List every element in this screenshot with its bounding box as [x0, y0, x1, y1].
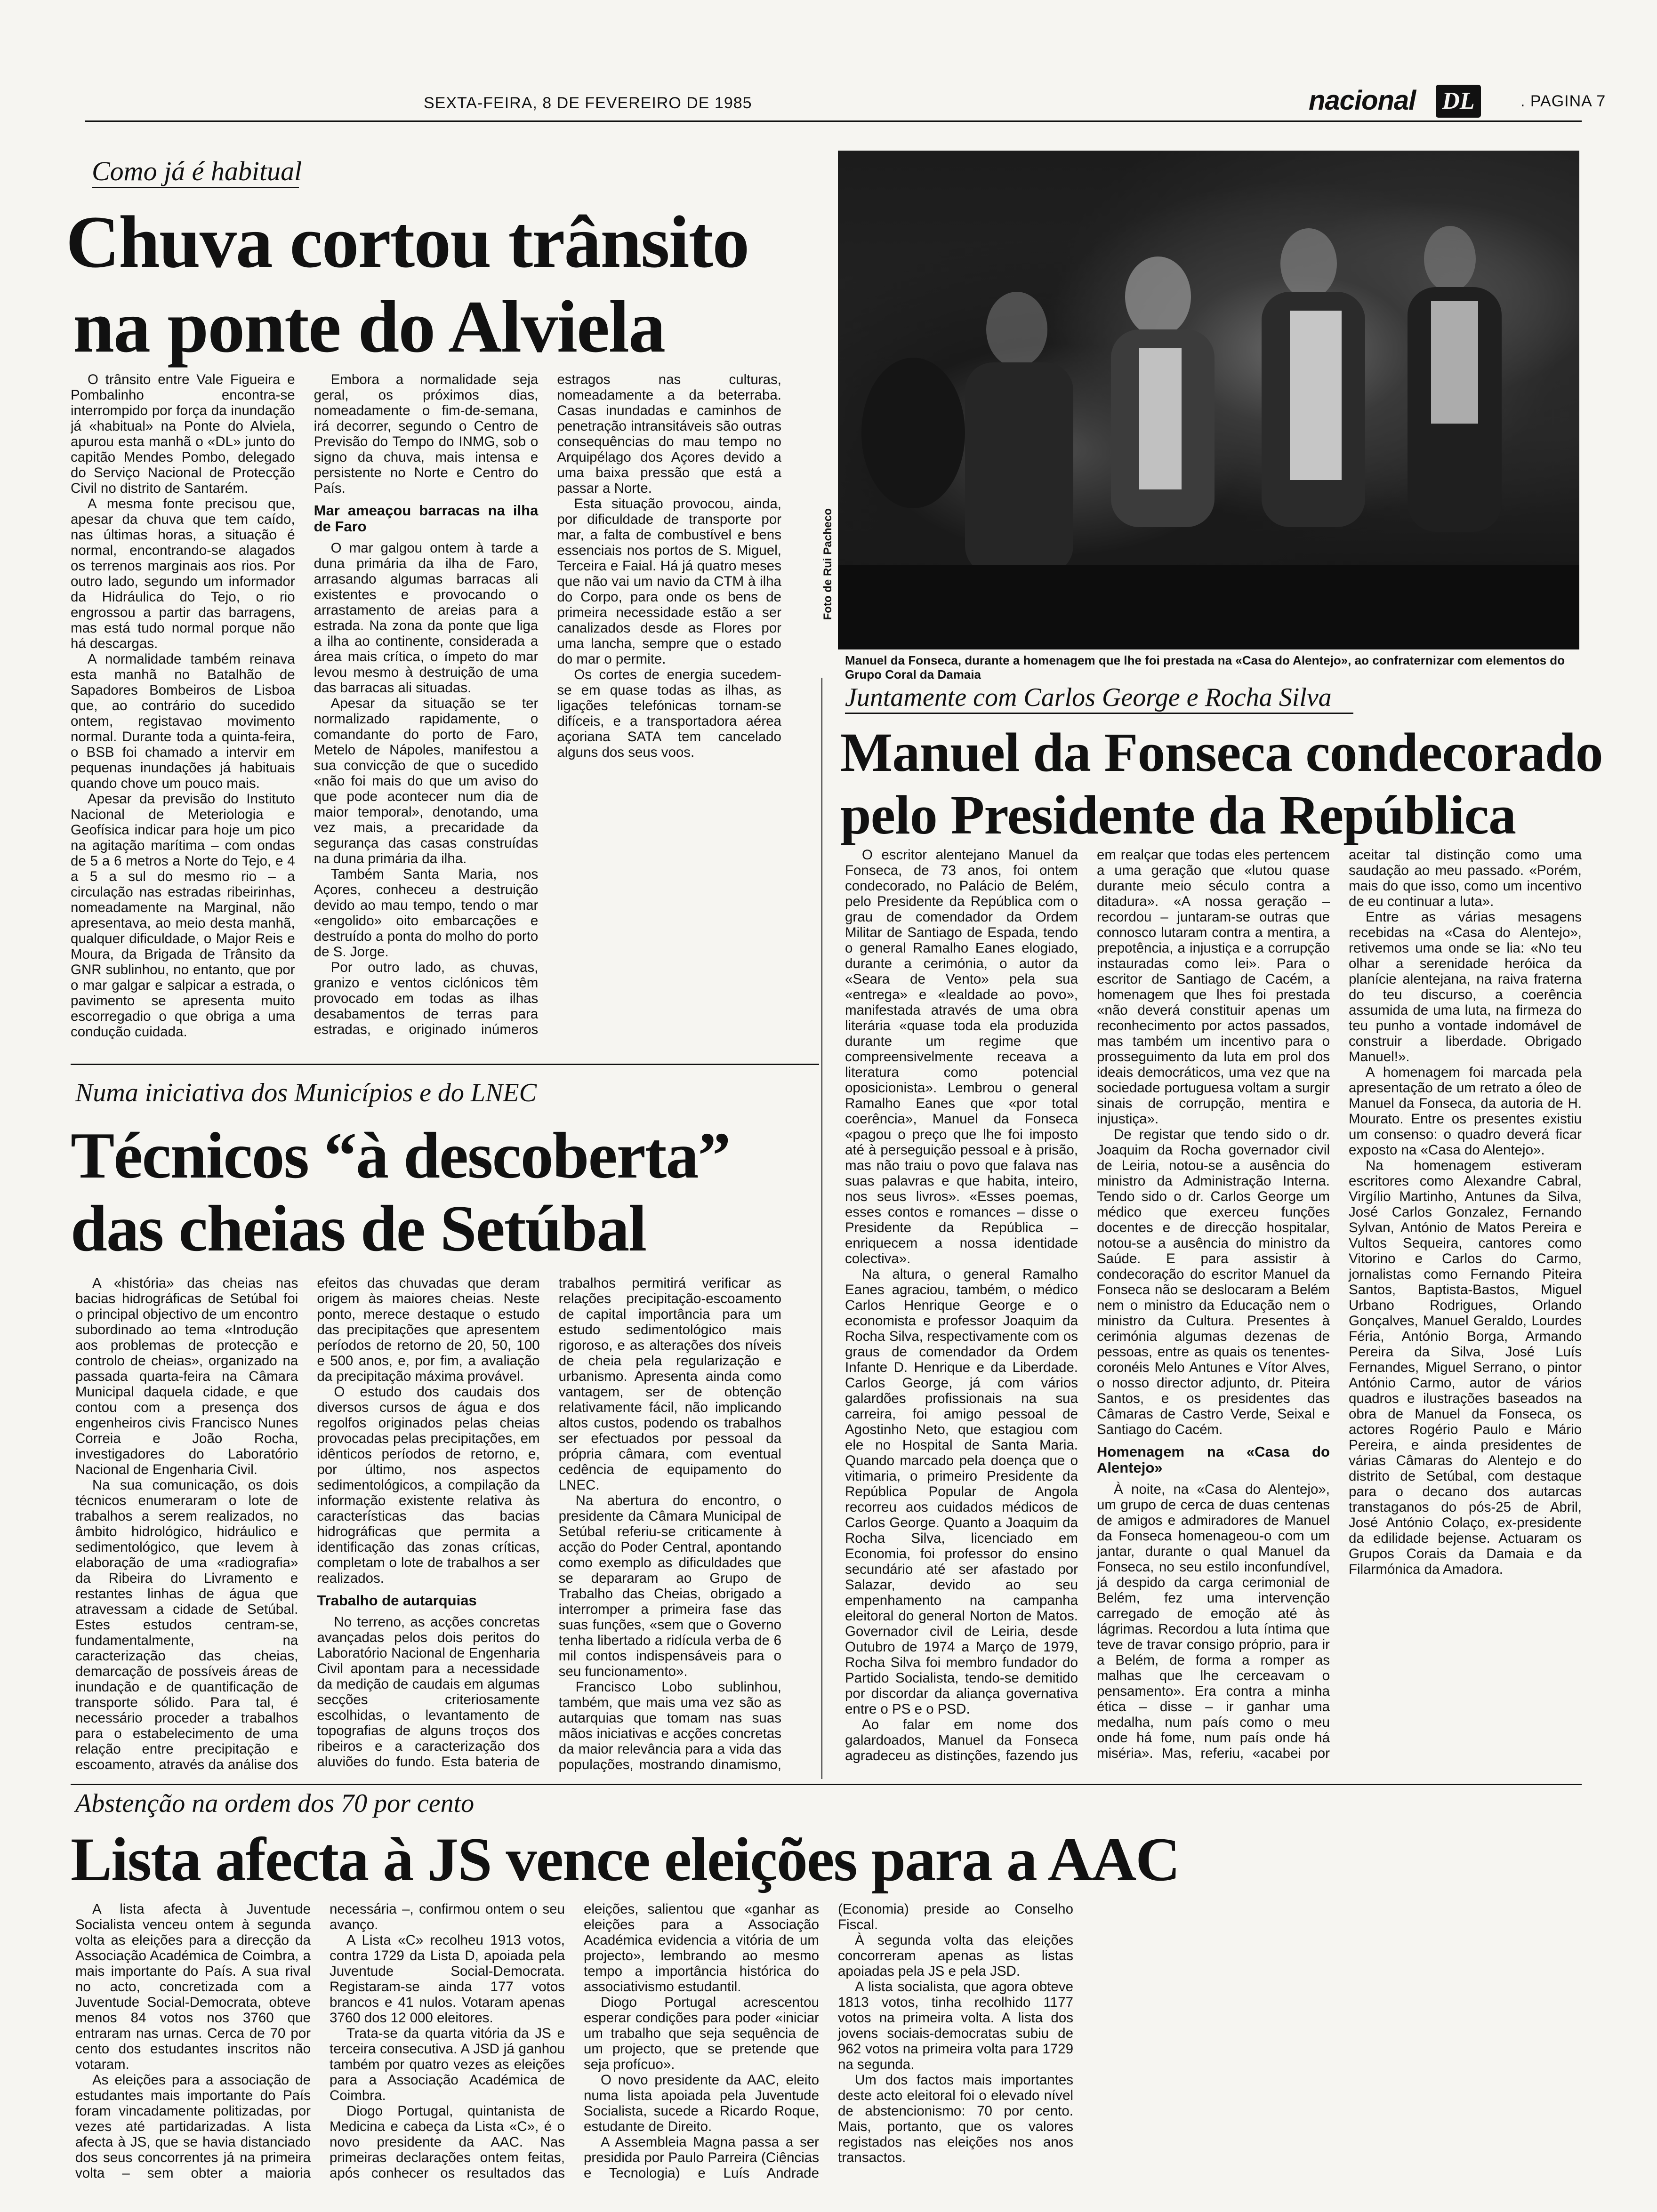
- article1-paragraph: Apesar da situação se ter normalizado rapidamente, o comandante do porto de Faro, Metelo de Nápoles, manifestou a sua convicção de que o sucedido «não foi mais do que um aviso do que pode acontecer num dia de maior temporal», denotando, uma vez mais, a precaridade da segurança das casas construídas na duna primária da ilha.: [314, 696, 539, 866]
- article1-body: [71, 372, 781, 1050]
- article4-paragraph: Um dos factos mais importantes deste acto eleitoral foi o elevado nível de abstencionismo: 70 por cento. Mais, portanto, que os valores registados nas eleições nos anos transactos.: [838, 2072, 1073, 2165]
- article1-subhead: Mar ameaçou barracas na ilha de Faro: [314, 502, 539, 535]
- article4-body: [75, 1901, 1582, 2193]
- article4-paragraph: Trata-se da quarta vitória da JS e terceira consecutiva. A JSD já ganhou também por quatro vezes as eleições para a Associação Académica de Coimbra.: [330, 2026, 565, 2103]
- article2-paragraph: Na homenagem estiveram escritores como Alexandre Cabral, Virgílio Martinho, Antunes da Silva, José Carlos Gonzalez, Fernando Sylvan, António de Matos Pereira e Vultos Sequeira, cantores como Vitorino e Carlos do Carmo, jornalistas como Fernando Piteira Santos, Baptista-Bastos, Miguel Urbano Rodrigues, Orlando Gonçalves, Manuel Geraldo, Lourdes Féria, António Borga, Armando Pereira da Silva, José Luís Fernandes, Miguel Serrano, o pintor António Carmo, autor de vários quadros e ilustrações baseados na obra de Manuel da Fonseca, os actores Rogério Paulo e Mário Pereira, e ainda presidentes de várias Câmaras do Alentejo e do distrito de Setúbal, com destaque para o decano dos autarcas transtaganos do pós-25 de Abril, José António Colaço, ex-presidente da edilidade bejense. Actuaram os Grupos Corais da Damaia e da Filarmónica da Amadora.: [1349, 1158, 1582, 1577]
- article4-paragraph: Diogo Portugal acrescentou esperar condições para poder «iniciar um trabalho que seja sequência de um projecto, que se pretende que seja profícuo».: [584, 1995, 819, 2072]
- article2-paragraph: À noite, na «Casa do Alentejo», um grupo de cerca de duas centenas de amigos e admiradores de Manuel da Fonseca homenageou-o com um jantar, durante o qual Manuel da Fonseca, no seu estilo inconfundível, já despido da carga cerimonial de Belém, fez uma intervenção carregado de emoção até às lágrimas. Recordou a luta íntima que teve de travar consigo próprio, para ir a Belém, de forma a romper as malhas que lhe cerceavam o pensamento». Era contra a minha ética – disse – ir ganhar uma medalha, num país como o meu onde há fome, num país onde há miséria». Mas, referiu, «acabei por aceitar tal distinção como uma saudação ao meu passado. «Porém, mais do que isso, como um incentivo de eu continuar a luta».: [1097, 847, 1582, 1761]
- article2-headline-line1: Manuel da Fonseca condecorado: [840, 721, 1603, 783]
- article1-paragraph: Apesar da previsão do Instituto Nacional de Meteriologia e Geofísica indicar para hoje um pico na agitação marítima – com ondas de 5 a 6 metros a Norte do Tejo, e 4 a 5 a sul do mesmo rio – a circulação nas estradas ribeirinhas, nomeadamente na Marginal, não apresentava, ao meio desta manhã, qualquer dificuldade, o Major Reis e Moura, da Brigada de Trânsito da GNR sublinhou, no entanto, que por o mar galgar e salpicar a estrada, o pavimento se apresenta muito escorregadio o que obriga a uma condução cuidada.: [71, 791, 295, 1040]
- article3-paragraph: O estudo dos caudais dos diversos cursos de água e dos regolfos originados pelas cheias provocadas pelas precipitações, em idênticos períodos de retorno, e, por último, nos aspectos sedimentológicos, a compilação da informação existente relativa às características das bacias hidrográficas que permita a identificação das zonas críticas, completam o lote de trabalhos a ser realizados.: [317, 1384, 540, 1586]
- article2-kicker: Juntamente com Carlos George e Rocha Silva: [845, 682, 1353, 714]
- article2-paragraph: Entre as várias mesagens recebidas na «Casa do Alentejo», retivemos uma onde se lia: «No teu olhar a serenidade heróica da planície alentejana, na raiva fraterna do teu discurso, a coerência assumida de uma luta, na firmeza do teu punho a vontade indomável de construir a liberdade. Obrigado Manuel!».: [1349, 909, 1582, 1065]
- article4-paragraph: À segunda volta das eleições concorreram apenas as listas apoiadas pela JS e pela JSD.: [838, 1932, 1073, 1979]
- dl-logo-icon: DL: [1436, 85, 1481, 118]
- article2-paragraph: O escritor alentejano Manuel da Fonseca, de 73 anos, foi ontem condecorado, no Palácio de Belém, pelo Presidente da República com o grau de comendador da Ordem Militar de Santiago de Espada, tendo o general Ramalho Eanes elogiado, durante a cerimónia, o autor da «Seara de Vento» pela sua «entrega» e «lealdade ao povo», manifestada através de uma obra literária «quase toda ela produzida durante um regime que compreensivelmente receava a literatura como potencial oposicionista». Lembrou o general Ramalho Eanes que «por total coerência», Manuel da Fonseca «pagou o preço que lhe foi imposto até à perseguição pessoal e à prisão, mas não traiu o povo que falava nas suas palavras e que habita, inteiro, nos seus livros». «Esses poemas, esses contos e romances – disse o Presidente da República – enriquecem a nossa identidade colectiva».: [845, 847, 1078, 1266]
- article2-paragraph: Na altura, o general Ramalho Eanes agraciou, também, o médico Carlos Henrique George e o economista e professor Joaquim da Rocha Silva, respectivamente com os graus de comendador da Ordem Infante D. Henrique e da Liberdade. Carlos George, já com vários galardões profissionais na sua carreira, foi amigo pessoal de Agostinho Neto, que estagiou com ele no Hospital de Santa Maria. Quando marcado pela doença que o vitimaria, o primeiro Presidente da República Popular de Angola recorreu aos cuidados médicos de Carlos George. Quanto a Joaquim da Rocha Silva, licenciado em Economia, foi professor do ensino secundário até ser afastado por Salazar, devido ao seu empenhamento na campanha eleitoral do general Norton de Matos. Governador civil de Leiria, desde Outubro de 1974 a Março de 1979, Rocha Silva foi membro fundador do Partido Socialista, tendo-se demitido por discordar da aliança governativa entre o PS e o PSD.: [845, 1266, 1078, 1717]
- article1-paragraph: O trânsito entre Vale Figueira e Pombalinho encontra-se interrompido por força da inundação já «habitual» na Ponte do Alviela, apurou esta manhã o «DL» junto do capitão Mendes Pombo, delegado do Serviço Nacional de Protecção Civil no distrito de Santarém.: [71, 372, 295, 496]
- article4-paragraph: As eleições para a associação de estudantes mais importante do País foram vincadamente politizadas, por vezes até partidarizadas. A lista afecta à JS, que se havia distanciado dos seus concorrentes já na primeira volta – sem obter a maioria necessária –, confirmou ontem o seu avanço.: [75, 1901, 565, 2181]
- section-name: nacional: [1309, 85, 1416, 116]
- issue-date: SEXTA-FEIRA, 8 DE FEVEREIRO DE 1985: [424, 94, 752, 112]
- header-rule: [85, 120, 1582, 122]
- article1-paragraph: Também Santa Maria, nos Açores, conheceu a destruição devido ao mau tempo, tendo o mar «engolido» oito embarcações e destruído a ponta do molho do porto de S. Jorge.: [314, 866, 539, 960]
- article1-paragraph: A normalidade também reinava esta manhã no Batalhão de Sapadores Bombeiros de Lisboa que, ao contrário do sucedido ontem, registavao movimento normal. Durante toda a quinta-feira, o BSB foi chamado a intervir em pequenas inundações já habituais quando chove um pouco mais.: [71, 651, 295, 791]
- article4-kicker: Abstenção na ordem dos 70 por cento: [75, 1789, 475, 1818]
- article2-body: [845, 847, 1582, 1774]
- photo-figures-icon: [838, 151, 1579, 649]
- article4-paragraph: A Assembleia Magna passa a ser presidida por Paulo Parreira (Ciências e Tecnologia) e Luís Andrade (Economia) preside ao Conselho Fiscal.: [584, 1901, 1073, 2181]
- photo-credit: Foto de Rui Pacheco: [821, 508, 834, 620]
- section-divider: [71, 1784, 1582, 1785]
- article4-paragraph: O novo presidente da AAC, eleito numa lista apoiada pela Juventude Socialista, sucede a Ricardo Roque, estudante de Direito.: [584, 2072, 819, 2134]
- article1-paragraph: Esta situação provocou, ainda, por dificuldade de transporte por mar, a falta de combustível e bens essenciais nos portos de S. Miguel, Terceira e Faial. Há já quatro meses que não vai um navio da CTM à ilha do Corpo, para onde os bens de primeira necessidade estão a ser canalizados desde as Flores por uma lancha, sempre que o estado do mar o permite.: [557, 496, 781, 667]
- section-divider: [71, 1064, 819, 1065]
- article1-paragraph: A mesma fonte precisou que, apesar da chuva que tem caído, nas últimas horas, a situação é normal, encontrando-se alagados os terrenos marginais aos rios. Por outro lado, segundo um informador da Hidráulica do Tejo, o rio engrossou a partir das barragens, mas está tudo normal porque não há descargas.: [71, 496, 295, 651]
- article1-paragraph: Os cortes de energia sucedem-se em quase todas as ilhas, as ligações telefónicas tornam-se difíceis, e a transportadora aérea açoriana SATA tem cancelado alguns dos seus voos.: [557, 667, 781, 760]
- homage-photo: [838, 151, 1579, 649]
- article2-headline-line2: pelo Presidente da República: [840, 784, 1516, 846]
- article2-paragraph: A homenagem foi marcada pela apresentação de um retrato a óleo de Manuel da Fonseca, da autoria de H. Mourato. Entre os presentes existiu um consenso: o quadro deverá ficar exposto na «Casa do Alentejo».: [1349, 1065, 1582, 1158]
- article4-paragraph: A lista socialista, que agora obteve 1813 votos, tinha recolhido 1177 votos na primeira volta. A lista dos jovens sociais-democratas subiu de 962 votos na primeira volta para 1729 na segunda.: [838, 1979, 1073, 2072]
- column-divider: [821, 678, 822, 1779]
- page-number: . PAGINA 7: [1520, 92, 1606, 110]
- article3-paragraph: A «história» das cheias nas bacias hidrográficas de Setúbal foi o principal objectivo de um encontro subordinado ao tema «Introdução aos problemas de protecção e controlo de cheias», organizado na passada quarta-feira na Câmara Municipal daquela cidade, e que contou com a presença dos engenheiros civis Francisco Nunes Correia e João Rocha, investigadores do Laboratório Nacional de Engenharia Civil.: [75, 1275, 298, 1477]
- article3-paragraph: Francisco Lobo sublinhou, também, que mais uma vez são as autarquias que tomam nas suas mãos iniciativas e acções concretas da maior relevância para a vida das populações, mostrando dinamismo,: [558, 1679, 781, 1772]
- article3-headline-line1: Técnicos “à descoberta”: [71, 1119, 730, 1192]
- photo-caption: Manuel da Fonseca, durante a homenagem que lhe foi prestada na «Casa do Alentejo», ao confraternizar com elementos do Grupo Coral da Damaia: [845, 653, 1565, 681]
- article3-paragraph: Na sua comunicação, os dois técnicos enumeraram o lote de trabalhos a serem realizados, no âmbito hidrológico, hidráulico e sedimentológico, que levem à elaboração de uma «radiografia» da Ribeira do Livramento e restantes linhas de água que atravessam a cidade de Setúbal. Estes estudos centram-se, fundamentalmente, na caracterização das cheias, demarcação de possíveis áreas de inundação e de quantificação de transporte sólido. Para tal, é necessário proceder a trabalhos para o estabelecimento de uma relação entre precipitação e escoamento, através da análise dos efeitos das chuvadas que deram origem às maiores cheias. Neste ponto, merece destaque o estudo das precipitações que apresentem períodos de retorno de 20, 50, 100 e 500 anos, e, por fim, a avaliação da precipitação máxima provável.: [75, 1275, 540, 1772]
- article1-paragraph: Embora a normalidade seja geral, os próximos dias, nomeadamente o fim-de-semana, irá decorrer, segundo o Centro de Previsão do Tempo do INMG, sob o signo da chuva, mais intensa e persistente no Norte e Centro do País.: [314, 372, 539, 496]
- article3-paragraph: No terreno, as acções concretas avançadas pelos dois peritos do Laboratório Nacional de Engenharia Civil apontam para a necessidade da medição de caudais em algumas secções criteriosamente escolhidas, o levantamento de topografias de alguns troços dos ribeiros e a caracterização dos aluviões do fundo. Esta bateria de trabalhos permitirá verificar as relações precipitação-escoamento de capital importância para um estudo sedimentológico mais rigoroso, e as alterações dos níveis de cheia pela regularização e urbanismo. Apresenta ainda como vantagem, ser de obtenção relativamente fácil, não implicando altos custos, podendo os trabalhos ser efectuados por pessoal da própria câmara, com eventual cedência de equipamento do LNEC.: [317, 1275, 781, 1770]
- article3-paragraph: Na abertura do encontro, o presidente da Câmara Municipal de Setúbal referiu-se criticamente à acção do Poder Central, apontando como exemplo as dificuldades que se depararam ao Grupo de Trabalho das Cheias, obrigado a interromper a primeira fase das suas funções, «sem que o Governo tenha libertado a ridícula verba de 6 mil contos indispensáveis para o seu funcionamento».: [558, 1493, 781, 1679]
- article3-subhead: Trabalho de autarquias: [317, 1592, 477, 1609]
- article1-headline-line2: na ponte do Alviela: [73, 286, 665, 368]
- article2-paragraph: Ao falar em nome dos galardoados, Manuel da Fonseca agradeceu as distinções, fazendo jus em realçar que todas eles pertencem a uma geração que «lutou quase durante meio século contra a ditadura». «A nossa geração – recordou – juntaram-se outras que connosco lutaram contra a mentira, a prepotência, a injustiça e a corrupção instauradas como lei». Para o escritor de Santiago de Cacém, a homenagem que lhes foi prestada «não deverá constituir apenas um reconhecimento por actos passados, mas também um incentivo para o prosseguimento da luta em prol dos ideais democráticos, uma vez que na sociedade portuguesa voltam a surgir sinais de corrupção, mentira e injustiça».: [845, 847, 1330, 1763]
- article4-paragraph: A Lista «C» recolheu 1913 votos, contra 1729 da Lista D, apoiada pela Juventude Social-Democrata. Registaram-se ainda 177 votos brancos e 41 nulos. Votaram apenas 3760 dos 12 000 eleitores.: [330, 1932, 565, 2026]
- article2-subhead: Homenagem na «Casa do Alentejo»: [1097, 1443, 1330, 1476]
- article3-body: [75, 1275, 781, 1774]
- article4-paragraph: A lista afecta à Juventude Socialista venceu ontem à segunda volta as eleições para a direcção da Associação Académica de Coimbra, a mais importante do País. A sua rival no acto, concretizada com a Juventude Social-Democrata, obteve menos 84 votos nos 3760 que entraram nas urnas. Cerca de 70 por cento dos estudantes inscritos não votaram.: [75, 1901, 311, 2072]
- article2-paragraph: De registar que tendo sido o dr. Joaquim da Rocha governador civil de Leiria, notou-se a ausência do ministro da Administração Interna. Tendo sido o dr. Carlos George um médico que exerceu funções docentes e de direcção hospitalar, notou-se a ausência do ministro da Saúde. E para assistir à condecoração do escritor Manuel da Fonseca não se deslocaram a Belém nem o ministro da Educação nem o ministro da Cultura. Presentes à cerimónia algumas dezenas de pessoas, entre as quais os tenentes-coronéis Melo Antunes e Vítor Alves, o nosso director adjunto, dr. Piteira Santos, e os presidentes das Câmaras de Castro Verde, Seixal e Santiago do Cacém.: [1097, 1127, 1330, 1437]
- article4-headline: Lista afecta à JS vence eleições para a AAC: [71, 1825, 1180, 1894]
- article1-headline-line1: Chuva cortou trânsito: [66, 201, 749, 283]
- article1-paragraph: O mar galgou ontem à tarde a duna primária da ilha de Faro, arrasando algumas barracas ali existentes e provocando o arrastamento de areias para a estrada. Na zona da ponte que liga a ilha ao continente, considerada a área mais crítica, o ímpeto do mar levou mesmo à destruição de uma das barracas ali situadas.: [314, 540, 539, 696]
- article1-paragraph: Por outro lado, as chuvas, granizo e ventos ciclónicos têm provocado em todas as ilhas desabamentos de terras para estradas, e originado inúmeros estragos nas culturas, nomeadamente a da beterraba. Casas inundadas e caminhos de penetração intransitáveis são outras consequências do mau tempo no Arquipélago dos Açores devido a uma baixa pressão que está a passar a Norte.: [314, 372, 781, 1037]
- article4-paragraph: Diogo Portugal, quintanista de Medicina e cabeça da Lista «C», é o novo presidente da AAC. Nas primeiras declarações ontem feitas, após conhecer os resultados das eleições, salientou que «ganhar as eleições para a Associação Académica evidencia a vitória de um projecto», lembrando ao mesmo tempo a importância histórica do associativismo estudantil.: [330, 1901, 819, 2181]
- article1-kicker: Como já é habitual: [92, 155, 299, 188]
- article3-headline-line2: das cheias de Setúbal: [71, 1192, 646, 1265]
- article3-kicker: Numa iniciativa dos Municípios e do LNEC: [75, 1078, 537, 1107]
